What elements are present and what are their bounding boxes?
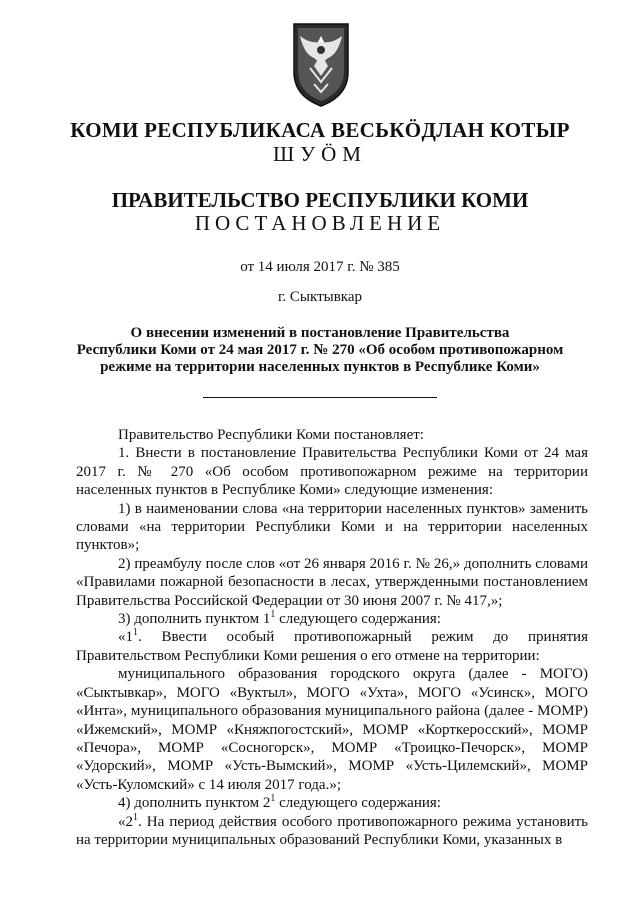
text-span: 4) дополнить пунктом 2 [118,795,271,812]
body-paragraph: муниципального образования городского округа (далее - МОГО) «Сыктывкар», МОГО «Вуктыл», МОГО «Ухта», МОГО «Усинск», МОГО «Инта», муниципального образования муниципального района (далее - МОМР) «Ижемский», МОМР «Княжпогостский», МОМР «Корткеросский», МОМР «Печора», МОМР «Сосногорск», МОМР «Троицко-Печорск», МОМР «Удорский», МОМР «Усть-Вымский», МОМР «Усть-Цилемский», МОМР «Усть-Куломский» с 14 июля 2017 года.»; [76,666,588,793]
superscript: 1 [270,609,276,621]
body-paragraph [76,628,588,665]
body-paragraph: 1) в наименовании слова «на территории населенных пунктов» заменить словами «на территории Республики Коми и на территории населенных пунктов»; [76,500,588,554]
superscript: 1 [133,811,138,823]
text-span: «2 [118,813,133,830]
document-city: г. Сыктывкар [277,289,363,305]
org-title-komi: КОМИ РЕСПУБЛИКАСА ВЕСЬКӦДЛАН КОТЫР [70,118,570,142]
gov-title: ПРАВИТЕЛЬСТВО РЕСПУБЛИКИ КОМИ [111,188,529,212]
superscript: 1 [133,627,138,639]
document-body [76,426,588,849]
org-subtitle-komi: ШУӦМ [273,142,367,166]
text-span: следующего содержания: [275,611,441,628]
body-paragraph: 2) преамбулу после слов «от 26 января 2016 г. № 26,» дополнить словами «Правилами пожарной безопасности в лесах, утвержденными постановлением Правительства Российской Федерации от 30 июня 2007 г. № 417,»; [76,555,588,609]
text-span: следующего содержания: [275,795,441,812]
body-paragraph [76,610,588,628]
text-span: . На период действия особого противопожарного режима установить на территории муниципальных образований Республики Коми, указанных в [76,813,588,848]
body-paragraph: 1. Внести в постановление Правительства Республики Коми от 24 мая 2017 г. № 270 «Об особом противопожарном режиме на территории населенных пунктов в Республике Коми» следующие изменения: [76,445,588,499]
text-span: . Ввести особый противопожарный режим до принятия Правительством Республики Коми решения о его отмене на территории: [76,629,588,664]
body-intro: Правительство Республики Коми постановляет: [118,427,424,443]
document-title [0,325,640,376]
text-span: «1 [118,629,133,646]
body-paragraph [76,794,588,812]
title-divider [203,397,437,398]
coat-of-arms-icon [288,20,354,108]
text-span: 3) дополнить пунктом 1 [118,611,271,628]
title-line: О внесении изменений в постановление Правительства [130,325,510,341]
document-type: ПОСТАНОВЛЕНИЕ [194,211,446,235]
body-paragraph [76,813,588,850]
superscript: 1 [270,793,276,805]
document-date-number: от 14 июля 2017 г. № 385 [240,259,400,275]
title-line: Республики Коми от 24 мая 2017 г. № 270 «Об особом противопожарном [76,342,564,358]
title-line: режиме на территории населенных пунктов в Республике Коми» [100,359,540,375]
